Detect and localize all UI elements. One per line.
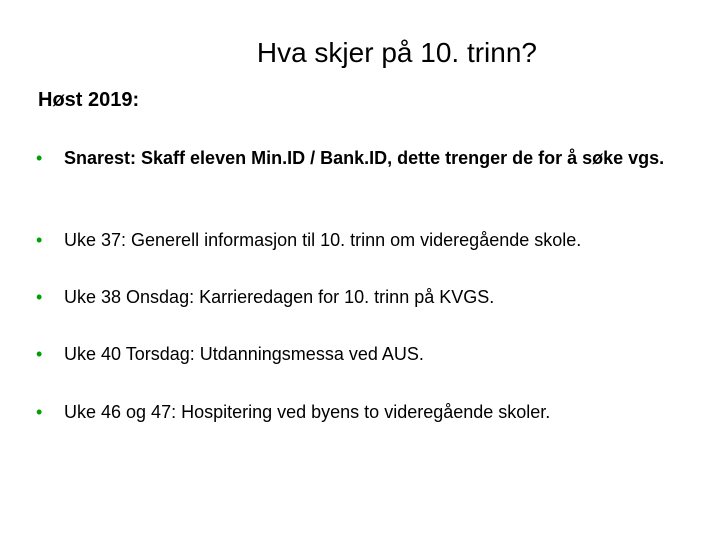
bullet-item	[36, 343, 696, 366]
bullet-text: Snarest: Skaff eleven Min.ID / Bank.ID, dette trenger de for å søke vgs.	[64, 148, 665, 168]
bullet-item	[36, 286, 696, 309]
slide-subtitle: Høst 2019:	[38, 89, 140, 111]
bullet-dot-icon: •	[36, 230, 43, 250]
bullet-dot-icon: •	[36, 402, 43, 422]
slide-title: Hva skjer på 10. trinn?	[256, 37, 537, 68]
bullet-dot-icon: •	[36, 344, 43, 364]
bullet-item	[36, 229, 696, 252]
bullet-item	[36, 147, 696, 170]
bullet-text: Uke 46 og 47: Hospitering ved byens to videregående skoler.	[64, 402, 551, 422]
bullet-text: Uke 40 Torsdag: Utdanningsmessa ved AUS.	[64, 344, 424, 364]
bullet-dot-icon: •	[36, 287, 43, 307]
bullet-item	[36, 401, 696, 424]
bullet-dot-icon: •	[36, 148, 43, 168]
bullet-text: Uke 38 Onsdag: Karrieredagen for 10. trinn på KVGS.	[64, 287, 495, 307]
bullet-text: Uke 37: Generell informasjon til 10. trinn om videregående skole.	[64, 230, 582, 250]
